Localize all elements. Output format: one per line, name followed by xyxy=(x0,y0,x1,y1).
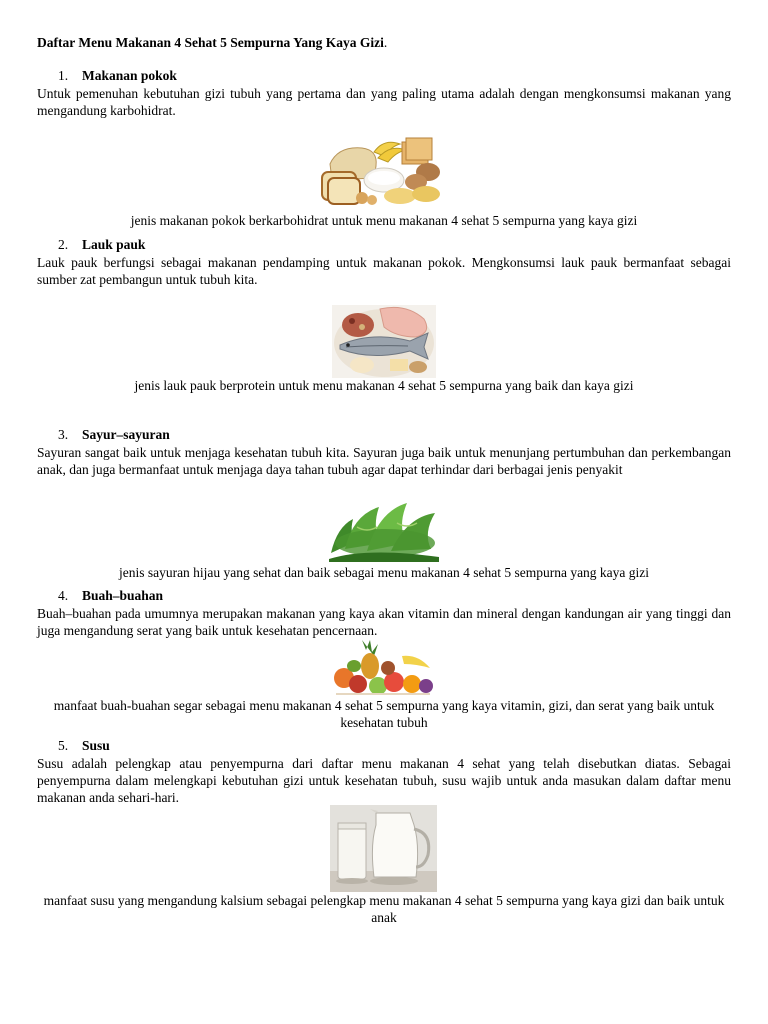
milk-image xyxy=(330,805,437,892)
image-caption-susu: manfaat susu yang mengandung kalsium sebagai pelengkap menu makanan 4 sehat 5 sempurna yang kaya gizi dan baik untuk anak xyxy=(43,893,725,925)
protein-food-image xyxy=(332,305,436,378)
image-caption-makanan-pokok: jenis makanan pokok berkarbohidrat untuk menu makanan 4 sehat 5 sempurna yang kaya gizi xyxy=(130,213,638,228)
section-body-buah-buahan: Buah–buahan pada umumnya merupakan makanan yang kaya akan vitamin dan mineral dengan kandungan air yang tinggi dan juga mengandung serat yang baik untuk kesehatan pencernaan. xyxy=(37,606,731,638)
image-caption-lauk-pauk: jenis lauk pauk berprotein untuk menu makanan 4 sehat 5 sempurna yang baik dan kaya gizi xyxy=(134,378,634,393)
section-body-lauk-pauk: Lauk pauk berfungsi sebagai makanan pendamping untuk makanan pokok. Mengkonsumsi lauk pauk bermanfaat sebagai sumber zat pembangun untuk tubuh kita. xyxy=(37,255,731,287)
vegetables-image xyxy=(327,497,441,562)
section-heading-susu: 5. Susu xyxy=(58,738,110,753)
section-heading-sayur-sayuran: 3. Sayur–sayuran xyxy=(58,427,170,442)
section-heading-lauk-pauk: 2. Lauk pauk xyxy=(58,237,146,252)
section-heading-buah-buahan: 4. Buah–buahan xyxy=(58,588,164,603)
section-heading-makanan-pokok: 1. Makanan pokok xyxy=(58,68,177,83)
image-caption-sayur-sayuran: jenis sayuran hijau yang sehat dan baik sebagai menu makanan 4 sehat 5 sempurna yang kaya gizi xyxy=(118,565,650,580)
image-caption-buah-buahan: manfaat buah-buahan segar sebagai menu makanan 4 sehat 5 sempurna yang kaya vitamin, gizi, dan serat yang baik untuk kesehatan tubuh xyxy=(53,698,715,730)
page-title: Daftar Menu Makanan 4 Sehat 5 Sempurna Yang Kaya Gizi. xyxy=(37,35,388,50)
section-body-susu: Susu adalah pelengkap atau penyempurna dari daftar menu makanan 4 sehat yang telah disebutkan diatas. Sebagai penyempurna dalam melengkapi kebutuhan gizi untuk kesehatan tubuh, susu wajib untuk anda masukan dalam daftar menu makanan anda sehari-hari. xyxy=(37,756,731,805)
section-body-sayur-sayuran: Sayuran sangat baik untuk menjaga kesehatan tubuh kita. Sayuran juga baik untuk menunjang pertumbuhan dan perkembangan anak, dan juga bermanfaat untuk menjaga daya tahan tubuh agar dapat terhindar dari berbagai jenis penyakit xyxy=(37,445,731,477)
staple-food-image xyxy=(318,136,448,209)
fruits-image xyxy=(332,638,434,696)
section-body-makanan-pokok: Untuk pemenuhan kebutuhan gizi tubuh yang pertama dan yang paling utama adalah dengan mengkonsumsi makanan yang mengandung karbohidrat. xyxy=(37,86,731,118)
